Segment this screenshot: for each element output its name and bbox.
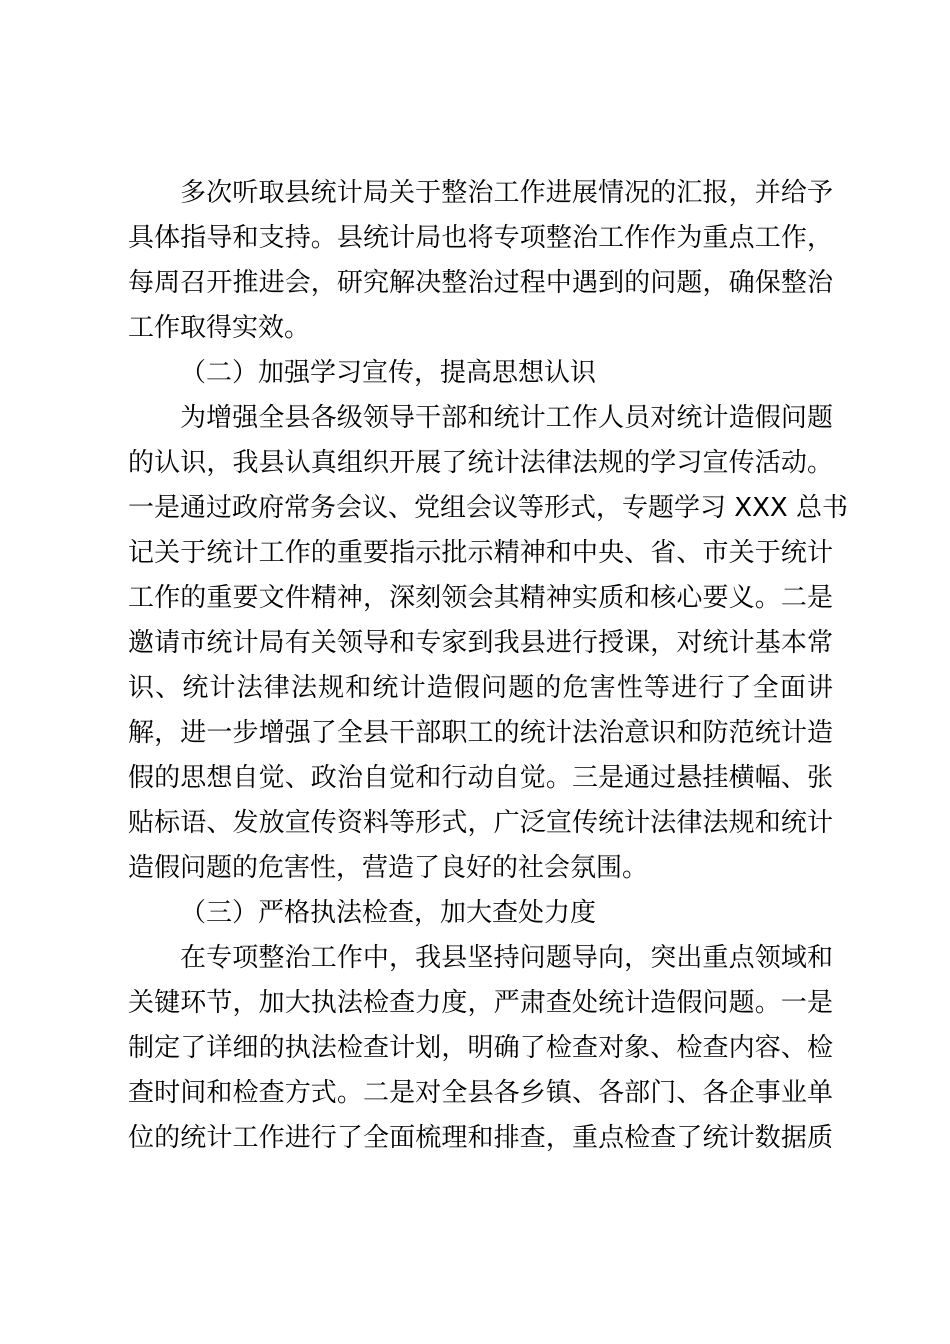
line-9: 工作的重要文件精神，深刻领会其精神实质和核心要义。二是 (128, 583, 833, 613)
line-17: 在专项整治工作中，我县坚持问题导向，突出重点领域和 (180, 943, 833, 973)
line-15: 造假问题的危害性，营造了良好的社会氛围。 (128, 853, 649, 883)
line-7: 一是通过政府常务会议、党组会议等形式，专题学习 XXX 总书 (128, 493, 848, 523)
line-18: 关键环节，加大执法检查力度，严肃查处统计造假问题。一是 (128, 988, 833, 1018)
line-8: 记关于统计工作的重要指示批示精神和中央、省、市关于统计 (128, 538, 833, 568)
line-0: 多次听取县统计局关于整治工作进展情况的汇报，并给予 (180, 178, 833, 208)
line-12: 解，进一步增强了全县干部职工的统计法治意识和防范统计造 (128, 718, 833, 748)
line-21: 位的统计工作进行了全面梳理和排查，重点检查了统计数据质 (128, 1123, 833, 1153)
line-10: 邀请市统计局有关领导和专家到我县进行授课，对统计基本常 (128, 628, 833, 658)
section-heading-3: （三）严格执法检查，加大查处力度 (180, 898, 597, 928)
line-2: 每周召开推进会，研究解决整治过程中遇到的问题，确保整治 (128, 268, 833, 298)
line-14: 贴标语、发放宣传资料等形式，广泛宣传统计法律法规和统计 (128, 808, 833, 838)
section-heading-2: （二）加强学习宣传，提高思想认识 (180, 358, 597, 388)
line-5: 为增强全县各级领导干部和统计工作人员对统计造假问题 (180, 403, 833, 433)
line-1: 具体指导和支持。县统计局也将专项整治工作作为重点工作， (128, 223, 833, 253)
line-11: 识、统计法律法规和统计造假问题的危害性等进行了全面讲 (128, 673, 833, 703)
line-6: 的认识，我县认真组织开展了统计法律法规的学习宣传活动。 (128, 448, 833, 478)
line-20: 查时间和检查方式。二是对全县各乡镇、各部门、各企事业单 (128, 1078, 833, 1108)
line-3: 工作取得实效。 (128, 313, 311, 343)
line-13: 假的思想自觉、政治自觉和行动自觉。三是通过悬挂横幅、张 (128, 763, 833, 793)
line-19: 制定了详细的执法检查计划，明确了检查对象、检查内容、检 (128, 1033, 833, 1063)
